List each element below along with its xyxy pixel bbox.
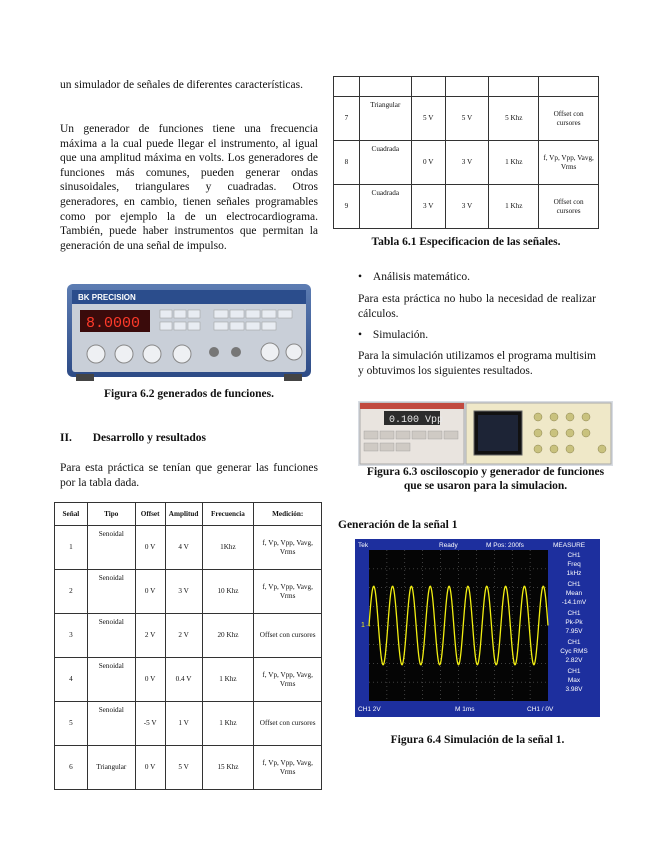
table-row [55, 614, 322, 658]
paragraph-function-generator: Un generador de funciones tiene una frecuencia máxima a la cual puede llegar el instrumento, al igual que una amplitud máxima en volts. Los generadores de funciones más comunes, pueden generar ondas sinusoidales, triangulares y cuadradas. Otros generadores, en cambio, tienen señales programables como por ejemplo la de un electrocardiograma. También, puede haber instrumentos que permitan la generación de una señal de impulso. [60, 123, 318, 252]
cell-medicion: f, Vp, Vpp, Vavg, Vrms [254, 746, 322, 790]
multisim-instruments-image [358, 401, 613, 466]
scope-meas-value: 7.95V [565, 628, 583, 635]
cell-senal: 2 [55, 570, 88, 614]
scope-meas-type: Max [567, 677, 581, 684]
cell-medicion: Offset con cursores [539, 97, 599, 141]
cell-amplitud: 5 V [445, 97, 489, 141]
header-amplitud: Amplitud [165, 503, 202, 526]
cell-frecuencia: 1 Khz [202, 702, 254, 746]
cell-frecuencia: 1 Khz [489, 185, 539, 229]
scope-trigger: CH1 / 0V [527, 706, 554, 713]
cell-amplitud: 4 V [165, 526, 202, 570]
signals-table [54, 502, 322, 790]
cell-offset: 5 V [411, 97, 445, 141]
bullet-simulacion-text: Simulación. [372, 329, 429, 341]
paragraph-table-intro: Para esta práctica se tenían que generar las funciones por la tabla dada. [60, 462, 318, 489]
cell-offset: 0 V [135, 526, 165, 570]
cell-amplitud: 3 V [165, 570, 202, 614]
cell-offset: 0 V [135, 658, 165, 702]
cell-medicion: f, Vp, Vpp, Vavg, Vrms [254, 570, 322, 614]
scope-meas-type: Cyc RMS [560, 648, 588, 655]
cell-frecuencia: 1 Khz [202, 658, 254, 702]
oscilloscope-screenshot [355, 539, 600, 717]
table-row [55, 526, 322, 570]
scope-meas-value: 3.98V [565, 686, 583, 693]
cell-medicion: Offset con cursores [254, 614, 322, 658]
cell-senal: 1 [55, 526, 88, 570]
cell-amplitud: 3 V [445, 141, 489, 185]
bullet-dot-icon: • [358, 329, 363, 341]
figure-6-3-caption: Figura 6.3 osciloscopio y generador de funciones que se usaron para la simulacion. [366, 466, 605, 492]
paragraph-simulacion: Para la simulación utilizamos el programa multisim y obtuvimos los siguientes resultados. [358, 350, 596, 377]
bullet-analisis-text: Análisis matemático. [372, 271, 470, 283]
cell-amplitud: 5 V [165, 746, 202, 790]
section-title: Desarrollo y resultados [92, 432, 206, 444]
header-senal: Señal [55, 503, 88, 526]
cell-tipo: Cuadrada [359, 141, 411, 185]
scope-measure-title: MEASURE [553, 542, 586, 549]
cell-frecuencia: 1 Khz [489, 141, 539, 185]
paragraph-intro-end: un simulador de señales de diferentes características. [60, 79, 303, 91]
header-frecuencia: Frecuencia [202, 503, 254, 526]
header-medicion: Medición: [254, 503, 322, 526]
cell-senal: 6 [55, 746, 88, 790]
scope-meas-label: CH1 [567, 668, 581, 675]
scope-status: Ready [439, 542, 458, 549]
table-6-1-caption: Tabla 6.1 Especificacion de las señales. [371, 236, 561, 248]
generator-display-text: 0.100 Vpp [389, 415, 444, 426]
scope-meas-type: Pk-Pk [565, 619, 583, 626]
table-row [55, 570, 322, 614]
bullet-analisis [358, 271, 470, 283]
header-tipo: Tipo [87, 503, 135, 526]
cell-amplitud: 3 V [445, 185, 489, 229]
cell-senal: 5 [55, 702, 88, 746]
cell-tipo: Senoidal [87, 658, 135, 702]
header-offset: Offset [135, 503, 165, 526]
cell-frecuencia: 20 Khz [202, 614, 254, 658]
cell-frecuencia: 1Khz [202, 526, 254, 570]
bullet-dot-icon: • [358, 271, 363, 283]
cell-frecuencia: 15 Khz [202, 746, 254, 790]
subheading-senal-1: Generación de la señal 1 [338, 519, 458, 531]
cell-offset: 0 V [135, 570, 165, 614]
scope-timebase: M 1ms [455, 706, 475, 713]
cell-senal: 4 [55, 658, 88, 702]
cell-amplitud: 0.4 V [165, 658, 202, 702]
cell-medicion: f, Vp, Vpp, Vavg, Vrms [254, 658, 322, 702]
scope-ch1-scale: CH1 2V [358, 706, 381, 713]
cell-senal: 3 [55, 614, 88, 658]
brand-logo-text: BK PRECISION [78, 293, 136, 302]
cell-offset: 2 V [135, 614, 165, 658]
paragraph-no-calculos: Para esta práctica no hubo la necesidad de realizar cálculos. [358, 293, 596, 320]
cell-tipo: Triangular [87, 746, 135, 790]
cell-offset: 0 V [135, 746, 165, 790]
table-row [55, 702, 322, 746]
table-row [55, 746, 322, 790]
scope-meas-label: CH1 [567, 552, 581, 559]
cell-senal: 8 [334, 141, 360, 185]
scope-mpos: M Pos: 200fs [486, 542, 524, 549]
table-row [334, 185, 599, 229]
cell-offset: -5 V [135, 702, 165, 746]
table-header-row [55, 503, 322, 526]
table-row [334, 97, 599, 141]
scope-meas-label: CH1 [567, 610, 581, 617]
cell-senal: 9 [334, 185, 360, 229]
cell-tipo: Senoidal [87, 526, 135, 570]
cell-medicion: Offset con cursores [254, 702, 322, 746]
cell-medicion: Offset con cursores [539, 185, 599, 229]
scope-meas-value: -14.1mV [561, 599, 587, 606]
cell-medicion: f, Vp, Vpp, Vavg, Vrms [254, 526, 322, 570]
scope-meas-label: CH1 [567, 581, 581, 588]
scope-meas-type: Freq [567, 561, 581, 568]
section-heading [60, 432, 206, 444]
scope-meas-label: CH1 [567, 639, 581, 646]
cell-tipo: Senoidal [87, 702, 135, 746]
signals-table-continued [333, 76, 599, 229]
figure-6-2-caption: Figura 6.2 generados de funciones. [104, 388, 274, 400]
ch1-marker-icon: 1→ [361, 622, 372, 629]
svg-text:8.0000: 8.0000 [86, 315, 141, 332]
cell-frecuencia: 10 Khz [202, 570, 254, 614]
cell-tipo: Senoidal [87, 614, 135, 658]
scope-label-tek: Tek [358, 542, 369, 549]
table-blank-header-row [334, 77, 599, 97]
table-row [334, 141, 599, 185]
cell-amplitud: 2 V [165, 614, 202, 658]
scope-meas-value: 2.82V [565, 657, 583, 664]
function-generator-image [64, 282, 314, 385]
scope-meas-value: 1kHz [566, 570, 582, 577]
cell-offset: 0 V [411, 141, 445, 185]
figure-6-4-caption: Figura 6.4 Simulación de la señal 1. [390, 734, 565, 746]
cell-tipo: Triangular [359, 97, 411, 141]
cell-senal: 7 [334, 97, 360, 141]
table-row [55, 658, 322, 702]
cell-offset: 3 V [411, 185, 445, 229]
cell-frecuencia: 5 Khz [489, 97, 539, 141]
bullet-simulacion [358, 329, 428, 341]
cell-tipo: Senoidal [87, 570, 135, 614]
scope-meas-type: Mean [565, 590, 583, 597]
cell-amplitud: 1 V [165, 702, 202, 746]
cell-tipo: Cuadrada [359, 185, 411, 229]
section-number: II. [60, 432, 72, 444]
cell-medicion: f, Vp, Vpp, Vavg, Vrms [539, 141, 599, 185]
oscilloscope-display [355, 539, 600, 717]
